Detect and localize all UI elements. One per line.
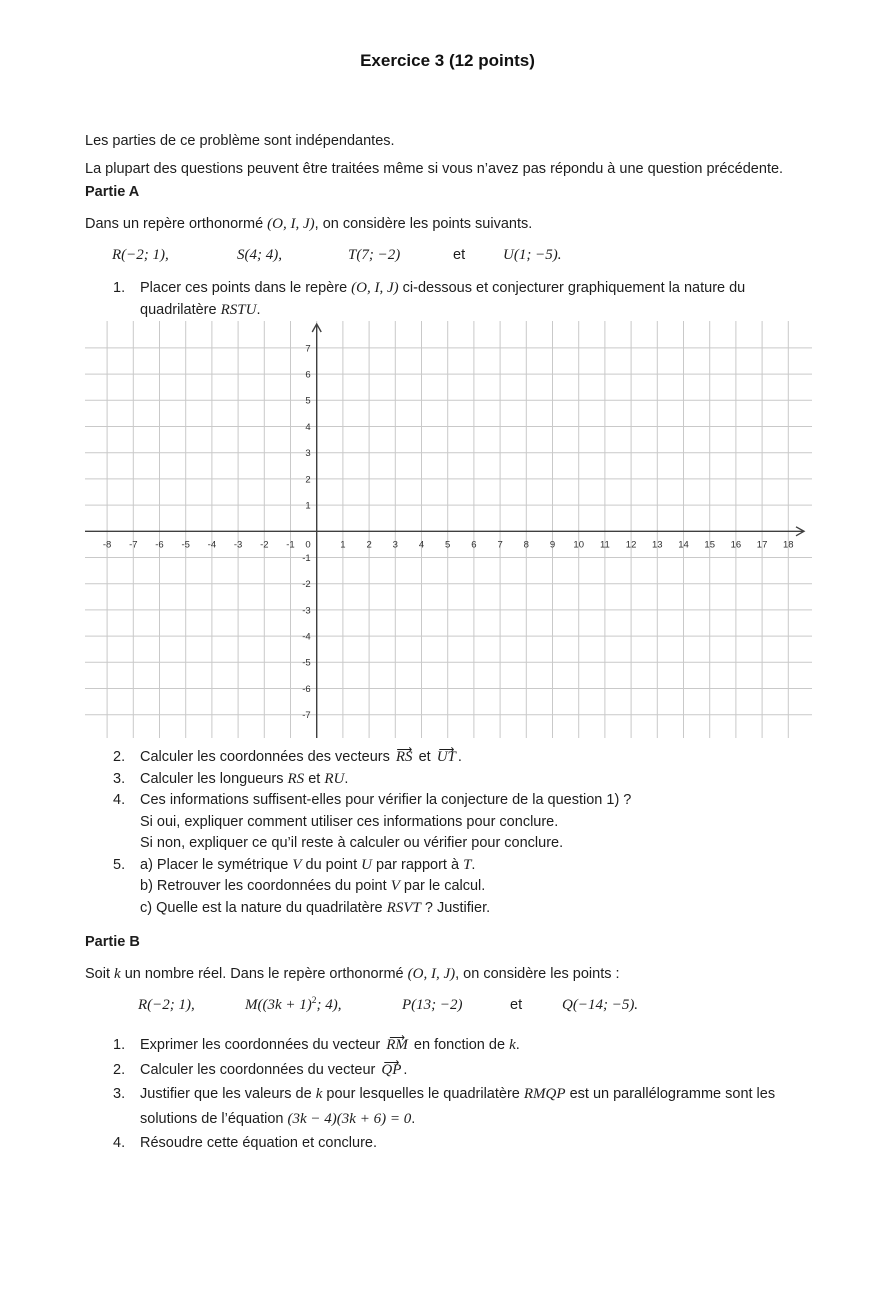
x-axis-tick-label: 4 bbox=[418, 539, 425, 551]
text-run: Calculer les longueurs bbox=[140, 770, 288, 787]
math-text: RMQP bbox=[523, 1086, 566, 1102]
points-row-b bbox=[85, 997, 810, 1017]
question-line bbox=[140, 790, 810, 812]
question-item bbox=[113, 1082, 810, 1131]
question-number: 4. bbox=[113, 792, 126, 808]
question-number: 3. bbox=[113, 1086, 126, 1102]
math-text: RS bbox=[287, 770, 305, 787]
y-axis-tick-label: 5 bbox=[305, 395, 311, 407]
coordinate-grid-container bbox=[85, 321, 810, 738]
text-run: et bbox=[453, 247, 466, 263]
point-definition bbox=[402, 997, 463, 1014]
partie-b-intro bbox=[85, 964, 810, 984]
y-axis-tick-label: 7 bbox=[305, 343, 311, 355]
x-axis-tick-label: -6 bbox=[155, 539, 164, 551]
question-text bbox=[140, 278, 810, 321]
math-text: T(7; −2) bbox=[348, 247, 401, 263]
math-text: U(1; −5). bbox=[503, 247, 562, 263]
text-run: est un parallélogramme sont les solutions de l’équation bbox=[140, 1086, 776, 1127]
question-list-a-top bbox=[113, 278, 810, 321]
question-text bbox=[140, 1058, 810, 1083]
question-number: 1. bbox=[113, 1037, 126, 1053]
math-text: S(4; 4), bbox=[237, 247, 282, 263]
x-axis-tick-label: 14 bbox=[678, 539, 689, 551]
x-axis-tick-label: 6 bbox=[471, 539, 477, 551]
text-run: un nombre réel. Dans le repère orthonormé bbox=[120, 966, 408, 982]
text-run: b) Retrouver les coordonnées du point bbox=[140, 878, 391, 894]
question-item bbox=[113, 1058, 810, 1083]
y-axis-tick-label: -7 bbox=[302, 710, 311, 722]
question-line bbox=[140, 1058, 810, 1083]
x-axis-tick-label: 12 bbox=[625, 539, 637, 551]
text-run: Dans un repère orthonormé bbox=[85, 216, 268, 232]
x-axis-tick-label: -7 bbox=[129, 539, 138, 551]
question-text bbox=[140, 855, 810, 920]
x-axis-tick-label: 2 bbox=[366, 539, 372, 551]
text-run: ? Justifier. bbox=[420, 899, 491, 916]
question-line bbox=[140, 833, 810, 855]
point-definition bbox=[138, 997, 195, 1014]
text-run: et bbox=[304, 770, 325, 787]
text-run: . bbox=[515, 1037, 520, 1053]
text-run: Placer ces points dans le repère bbox=[140, 280, 352, 296]
section-heading-partie-b: Partie B bbox=[85, 934, 140, 950]
math-text: V bbox=[390, 878, 400, 894]
text-run: par le calcul. bbox=[399, 878, 486, 894]
question-item bbox=[113, 1131, 810, 1156]
y-axis-tick-label: 6 bbox=[305, 369, 311, 381]
text-run: et bbox=[510, 997, 523, 1013]
question-line bbox=[140, 278, 810, 321]
question-line bbox=[140, 876, 810, 898]
intro-line-1: Les parties de ce problème sont indépendantes. bbox=[85, 133, 395, 149]
question-text bbox=[140, 1131, 810, 1156]
question-number: 2. bbox=[113, 1061, 126, 1078]
x-axis-tick-label: 11 bbox=[599, 539, 610, 551]
math-text: R(−2; 1), bbox=[112, 247, 169, 263]
math-text: (3k − 4)(3k + 6) = 0 bbox=[287, 1110, 412, 1127]
y-axis-tick-label: 3 bbox=[305, 448, 311, 460]
text-run: Résoudre cette équation et conclure. bbox=[140, 1135, 377, 1151]
question-item bbox=[113, 1033, 810, 1058]
math-text: RSTU bbox=[220, 301, 257, 318]
x-axis-tick-label: -4 bbox=[207, 539, 217, 551]
conjunction-et bbox=[453, 247, 465, 263]
y-axis-tick-label: -3 bbox=[302, 605, 311, 617]
math-text: (O, I, J) bbox=[407, 966, 456, 982]
y-axis-tick-label: 1 bbox=[305, 500, 311, 512]
x-axis-tick-label: 17 bbox=[756, 539, 768, 551]
math-text: P(13; −2) bbox=[402, 997, 463, 1013]
text-run: . bbox=[457, 749, 462, 765]
x-axis-tick-label: 8 bbox=[523, 539, 529, 551]
vector-notation: ⟶ RS bbox=[396, 747, 413, 769]
question-number: 3. bbox=[113, 770, 126, 787]
question-text bbox=[140, 769, 810, 791]
x-axis-tick-label: -3 bbox=[233, 539, 243, 551]
question-item bbox=[113, 855, 810, 920]
x-axis-tick-label: 15 bbox=[704, 539, 715, 551]
question-text bbox=[140, 1082, 810, 1131]
math-text: k bbox=[114, 966, 121, 982]
x-axis-tick-label: 13 bbox=[652, 539, 663, 551]
points-row-a bbox=[85, 247, 810, 267]
x-axis-tick-label: 10 bbox=[573, 539, 584, 551]
math-text: V bbox=[292, 856, 302, 873]
text-run: , on considère les points suivants. bbox=[314, 216, 533, 232]
text-run: Justifier que les valeurs de bbox=[140, 1086, 316, 1102]
math-text: RU bbox=[324, 770, 345, 787]
question-list-a bbox=[113, 747, 810, 919]
x-axis-tick-label: 5 bbox=[445, 539, 451, 551]
math-text: (O, I, J) bbox=[351, 280, 399, 296]
math-text: k bbox=[509, 1037, 516, 1053]
question-item bbox=[113, 747, 810, 769]
point-definition bbox=[112, 247, 169, 264]
math-text: R(−2; 1), bbox=[138, 997, 195, 1013]
question-line bbox=[140, 855, 810, 877]
intro-line-2: La plupart des questions peuvent être traitées même si vous n’avez pas répondu à une question précédente. bbox=[85, 161, 784, 177]
point-definition bbox=[562, 997, 638, 1014]
text-run: en fonction de bbox=[409, 1037, 510, 1053]
question-number: 5. bbox=[113, 856, 126, 873]
question-line bbox=[140, 812, 810, 834]
question-item bbox=[113, 278, 810, 321]
text-run: . bbox=[403, 1061, 408, 1078]
question-line bbox=[140, 747, 810, 769]
point-definition bbox=[503, 247, 561, 264]
coordinate-grid bbox=[85, 321, 812, 738]
text-run: Si oui, expliquer comment utiliser ces informations pour conclure. bbox=[140, 813, 559, 830]
x-axis-tick-label: -2 bbox=[260, 539, 269, 551]
question-line bbox=[140, 769, 810, 791]
text-run: Soit bbox=[85, 966, 115, 982]
vector-notation: ⟶ UT bbox=[437, 747, 456, 769]
y-axis-tick-label: -4 bbox=[302, 631, 311, 643]
text-run: . bbox=[471, 856, 476, 873]
point-definition bbox=[245, 997, 342, 1014]
question-line bbox=[140, 1131, 810, 1156]
y-axis-tick-label: 2 bbox=[305, 474, 311, 486]
question-text bbox=[140, 1033, 810, 1058]
page-title: Exercice 3 (12 points) bbox=[360, 51, 535, 70]
math-text: U bbox=[361, 856, 372, 873]
question-line bbox=[140, 1033, 810, 1058]
text-run: a) Placer le symétrique bbox=[140, 856, 293, 873]
text-run: . bbox=[256, 301, 261, 318]
question-list-b bbox=[113, 1033, 810, 1156]
question-line bbox=[140, 898, 810, 920]
text-run: Calculer les coordonnées du vecteur bbox=[140, 1061, 380, 1078]
math-text: RSVT bbox=[386, 899, 421, 916]
y-axis-tick-label: -6 bbox=[302, 683, 311, 695]
intro-paragraphs bbox=[85, 128, 810, 183]
question-text bbox=[140, 790, 810, 855]
x-axis-tick-label: 3 bbox=[392, 539, 398, 551]
question-item bbox=[113, 790, 810, 855]
question-number: 4. bbox=[113, 1135, 126, 1151]
text-run: Ces informations suffisent-elles pour vérifier la conjecture de la question 1) ? bbox=[140, 792, 632, 808]
text-run: . bbox=[411, 1110, 416, 1127]
math-text: k bbox=[315, 1086, 323, 1102]
x-axis-tick-label: -8 bbox=[102, 539, 112, 551]
conjunction-et bbox=[510, 997, 522, 1013]
x-axis-tick-label: -1 bbox=[286, 539, 295, 551]
text-run: Calculer les coordonnées des vecteurs bbox=[140, 749, 394, 765]
vector-notation: ⟶ RM bbox=[386, 1033, 408, 1058]
point-definition bbox=[237, 247, 282, 264]
section-heading-partie-a: Partie A bbox=[85, 184, 140, 200]
x-axis-tick-label: -5 bbox=[181, 539, 190, 551]
document-page bbox=[0, 50, 892, 1156]
question-number: 2. bbox=[113, 749, 126, 765]
text-run: pour lesquelles le quadrilatère bbox=[322, 1086, 524, 1102]
y-axis-tick-label: -1 bbox=[302, 552, 311, 564]
math-text: ; 4), bbox=[316, 997, 342, 1013]
x-axis-tick-label: 18 bbox=[783, 539, 794, 551]
partie-a-intro bbox=[85, 214, 810, 234]
question-item bbox=[113, 769, 810, 791]
text-run: par rapport à bbox=[372, 856, 464, 873]
text-run: et bbox=[414, 749, 435, 765]
x-axis-tick-label: 16 bbox=[730, 539, 742, 551]
vector-notation: ⟶ QP bbox=[381, 1058, 401, 1083]
x-axis-tick-label: 7 bbox=[497, 539, 503, 551]
question-line bbox=[140, 1082, 810, 1131]
text-run: 2 bbox=[311, 996, 317, 1007]
x-axis-tick-label: 9 bbox=[549, 539, 556, 551]
math-text: T bbox=[463, 856, 472, 873]
text-run: Si non, expliquer ce qu’il reste à calculer ou vérifier pour conclure. bbox=[140, 835, 564, 851]
text-run: Exprimer les coordonnées du vecteur bbox=[140, 1037, 385, 1053]
math-text: (O, I, J) bbox=[267, 216, 315, 232]
x-axis-tick-label: 1 bbox=[340, 539, 346, 551]
text-run: ci-dessous et conjecturer graphiquement la nature du quadrilatère bbox=[140, 280, 746, 318]
text-run: du point bbox=[301, 856, 362, 873]
point-definition bbox=[348, 247, 400, 264]
y-axis-tick-label: -2 bbox=[302, 579, 311, 591]
text-run: , on considère les points : bbox=[455, 966, 620, 982]
text-run: c) Quelle est la nature du quadrilatère bbox=[140, 899, 387, 916]
text-run: . bbox=[344, 770, 349, 787]
y-axis-tick-label: 4 bbox=[305, 421, 311, 433]
x-axis-tick-label: 0 bbox=[305, 539, 311, 551]
question-number: 1. bbox=[113, 280, 126, 296]
math-text: Q(−14; −5). bbox=[562, 997, 639, 1013]
y-axis-tick-label: -5 bbox=[302, 657, 311, 669]
question-text bbox=[140, 747, 810, 769]
math-text: M((3k + 1) bbox=[245, 997, 312, 1013]
